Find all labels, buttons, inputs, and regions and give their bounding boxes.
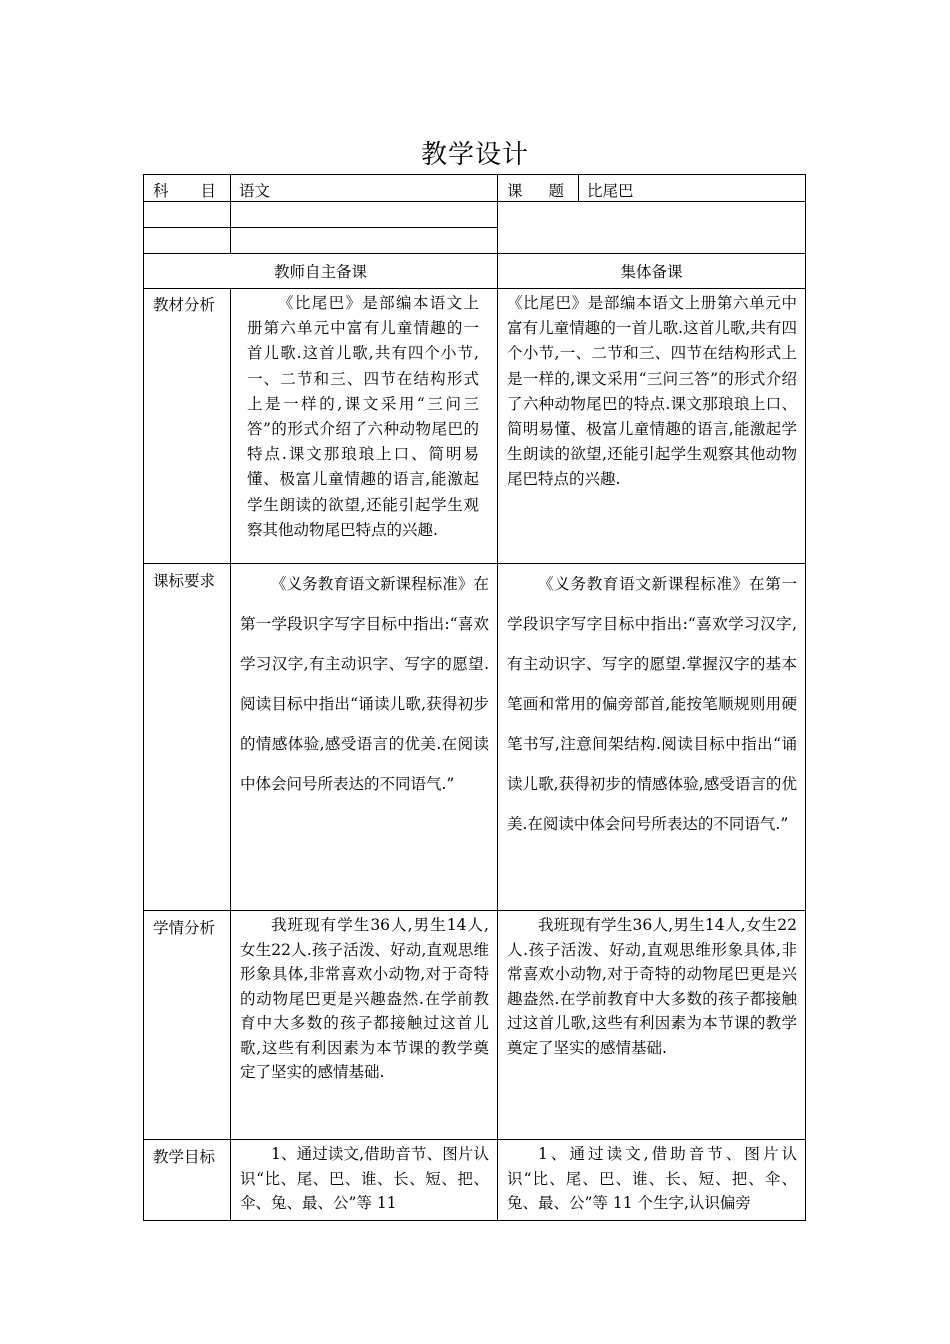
blank-cell <box>144 202 231 228</box>
row-curriculum-standard <box>144 564 806 911</box>
header-row <box>144 175 806 202</box>
row-left-cell <box>231 289 498 564</box>
row-right-cell <box>498 564 806 911</box>
row-right-cell <box>498 1140 806 1221</box>
row-student-analysis <box>144 911 806 1140</box>
row-label: 学情分析 <box>153 919 216 937</box>
row-left-text: 《比尾巴》是部编本语文上册第六单元中富有儿童情趣的一首儿歌.这首儿歌,共有四个小节,一、二节和三、四节在结构形式上是一样的,课文采用“三问三答”的形式介绍了六种动物尾巴的特点.课文那琅琅上口、简明易懂、极富儿童情趣的语言,能激起学生朗读的欲望,还能引起学生观察其他动物尾巴特点的兴趣. <box>247 294 479 539</box>
document-title: 教学设计 <box>420 140 529 170</box>
row-right-text: 《义务教育语文新课程标准》在第一学段识字写字目标中指出:“喜欢学习汉字,有主动识字、写字的愿望.掌握汉字的基本笔画和常用的偏旁部首,能按笔顺规则用硬笔书写,注意间架结构.阅读目标中指出“诵读儿歌,获得初步的情感体验,感受语言的优美.在阅读中体会问号所表达的不同语气.” <box>507 575 797 833</box>
row-right-text: 我班现有学生36人,男生14人,女生22人.孩子活泼、好动,直观思维形象具体,非常喜欢小动物,对于奇特的动物尾巴更是兴趣盎然.在学前教育中大多数的孩子都接触过这首儿歌,这些有利因素为本节课的教学奠定了坚实的感情基础. <box>507 916 797 1057</box>
subject-value-cell <box>231 175 498 202</box>
row-label-cell <box>144 564 231 911</box>
row-label: 课标要求 <box>153 572 216 590</box>
blank-cell <box>231 228 498 254</box>
row-left-text: 1、通过读文,借助音节、图片认识“比、尾、巴、谁、长、短、把、伞、兔、最、公”等 11 <box>240 1145 489 1212</box>
topic-label: 课 题 <box>507 182 564 200</box>
column-header-row <box>144 254 806 289</box>
topic-value: 比尾巴 <box>587 182 634 200</box>
row-left-cell <box>231 911 498 1140</box>
row-right-text: 《比尾巴》是部编本语文上册第六单元中富有儿童情趣的一首儿歌.这首儿歌,共有四个小节,一、二节和三、四节在结构形式上是一样的,课文采用“三问三答”的形式介绍了六种动物尾巴的特点.课文那琅琅上口、简明易懂、极富儿童情趣的语言,能激起学生朗读的欲望,还能引起学生观察其他动物尾巴特点的兴趣. <box>507 294 797 489</box>
row-label: 教材分析 <box>153 296 216 314</box>
row-left-text: 《义务教育语文新课程标准》在第一学段识字写字目标中指出:“喜欢学习汉字,有主动识字、写字的愿望.阅读目标中指出“诵读儿歌,获得初步的情感体验,感受语言的优美.在阅读中体会问号所表达的不同语气.” <box>240 575 489 793</box>
row-left-text: 我班现有学生36人,男生14人,女生22人.孩子活泼、好动,直观思维形象具体,非常喜欢小动物,对于奇特的动物尾巴更是兴趣盎然.在学前教育中大多数的孩子都接触过这首儿歌,这些有利因素为本节课的教学奠定了坚实的感情基础. <box>240 916 489 1081</box>
row-left-cell <box>231 1140 498 1221</box>
row-right-text: 1、通过读文,借助音节、图片认识“比、尾、巴、谁、长、短、把、伞、兔、最、公”等 11 个生字,认识偏旁 <box>507 1145 797 1212</box>
subject-value: 语文 <box>239 182 271 200</box>
row-label-cell <box>144 911 231 1140</box>
row-label-cell <box>144 289 231 564</box>
blank-cell <box>231 202 498 228</box>
blank-row-1 <box>144 202 806 228</box>
row-teaching-goals <box>144 1140 806 1221</box>
row-label-cell <box>144 1140 231 1221</box>
row-left-cell <box>231 564 498 911</box>
blank-cell <box>144 228 231 254</box>
subject-label: 科 目 <box>153 182 216 200</box>
column-header-right: 集体备课 <box>498 254 806 289</box>
column-header-left: 教师自主备课 <box>144 254 498 289</box>
row-right-cell <box>498 289 806 564</box>
row-label: 教学目标 <box>153 1148 216 1166</box>
blank-cell-merged <box>498 202 806 254</box>
topic-label-cell <box>498 175 579 202</box>
lesson-plan-table <box>143 174 806 1221</box>
subject-label-cell <box>144 175 231 202</box>
row-right-cell <box>498 911 806 1140</box>
row-textbook-analysis <box>144 289 806 564</box>
topic-value-cell <box>579 175 806 202</box>
